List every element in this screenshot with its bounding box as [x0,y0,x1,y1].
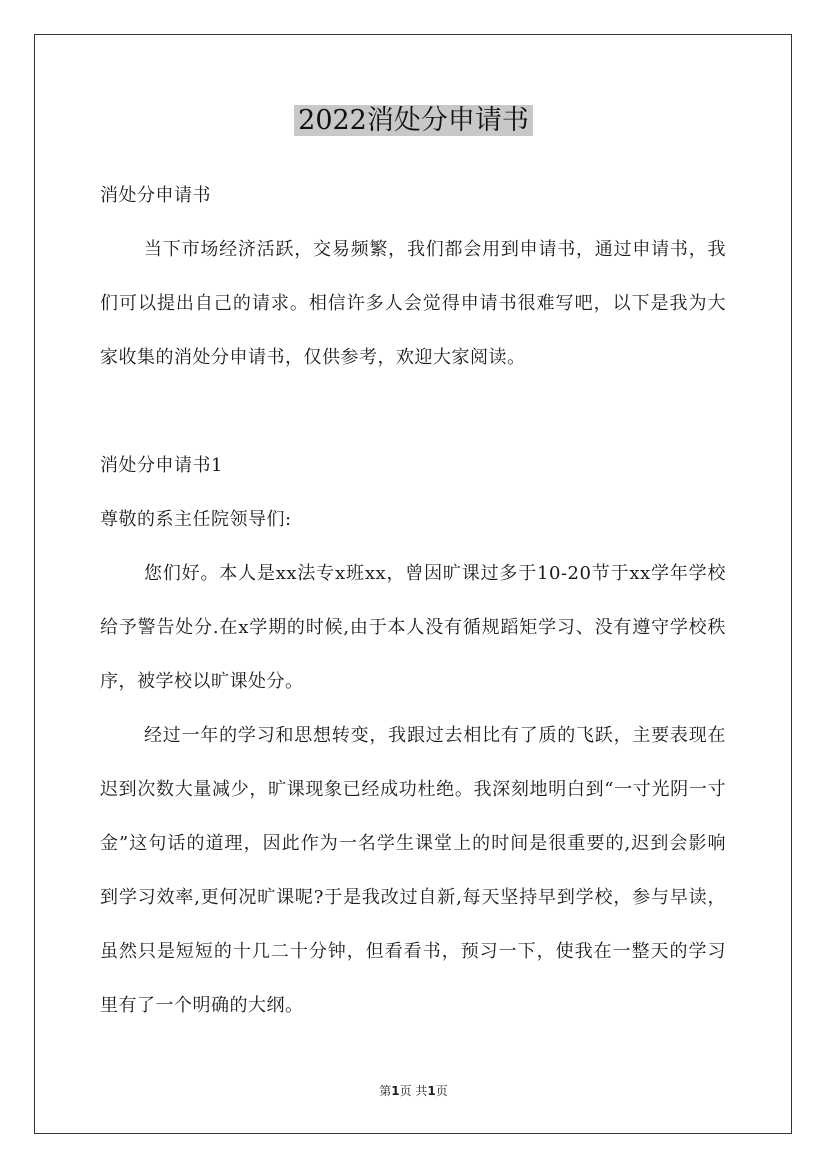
page-mid: 页 共 [399,1084,428,1098]
paragraph-spacer [100,385,726,439]
page-current: 1 [391,1084,400,1098]
page-total: 1 [427,1084,436,1098]
section-title: 消处分申请书1 [100,455,223,476]
document-title: 2022消处分申请书 [294,105,533,136]
document-body [100,169,726,1033]
salutation: 尊敬的系主任院领导们: [100,509,292,530]
page-footer [0,1082,827,1099]
document-heading: 消处分申请书 [100,185,211,206]
intro-paragraph: 当下市场经济活跃，交易频繁，我们都会用到申请书，通过申请书，我们可以提出自己的请求。相信许多人会觉得申请书很难写吧，以下是我为大家收集的消处分申请书，仅供参考，欢迎大家阅读。 [100,239,726,368]
page-suffix: 页 [435,1084,448,1098]
document-title-wrapper [0,100,827,142]
body-paragraph: 您们好。本人是xx法专x班xx，曾因旷课过多于10-20节于xx学年学校给予警告处分.在x学期的时候,由于本人没有循规蹈矩学习、没有遵守学校秩序，被学校以旷课处分。 [100,563,726,692]
page-prefix: 第 [379,1084,392,1098]
body-paragraph: 经过一年的学习和思想转变，我跟过去相比有了质的飞跃，主要表现在迟到次数大量减少，旷课现象已经成功杜绝。我深刻地明白到“一寸光阴一寸金”这句话的道理，因此作为一名学生课堂上的时间是很重要的,迟到会影响到学习效率,更何况旷课呢?于是我改过自新,每天坚持早到学校，参与早读，虽然只是短短的十几二十分钟，但看看书，预习一下，使我在一整天的学习里有了一个明确的大纲。 [100,725,726,1016]
